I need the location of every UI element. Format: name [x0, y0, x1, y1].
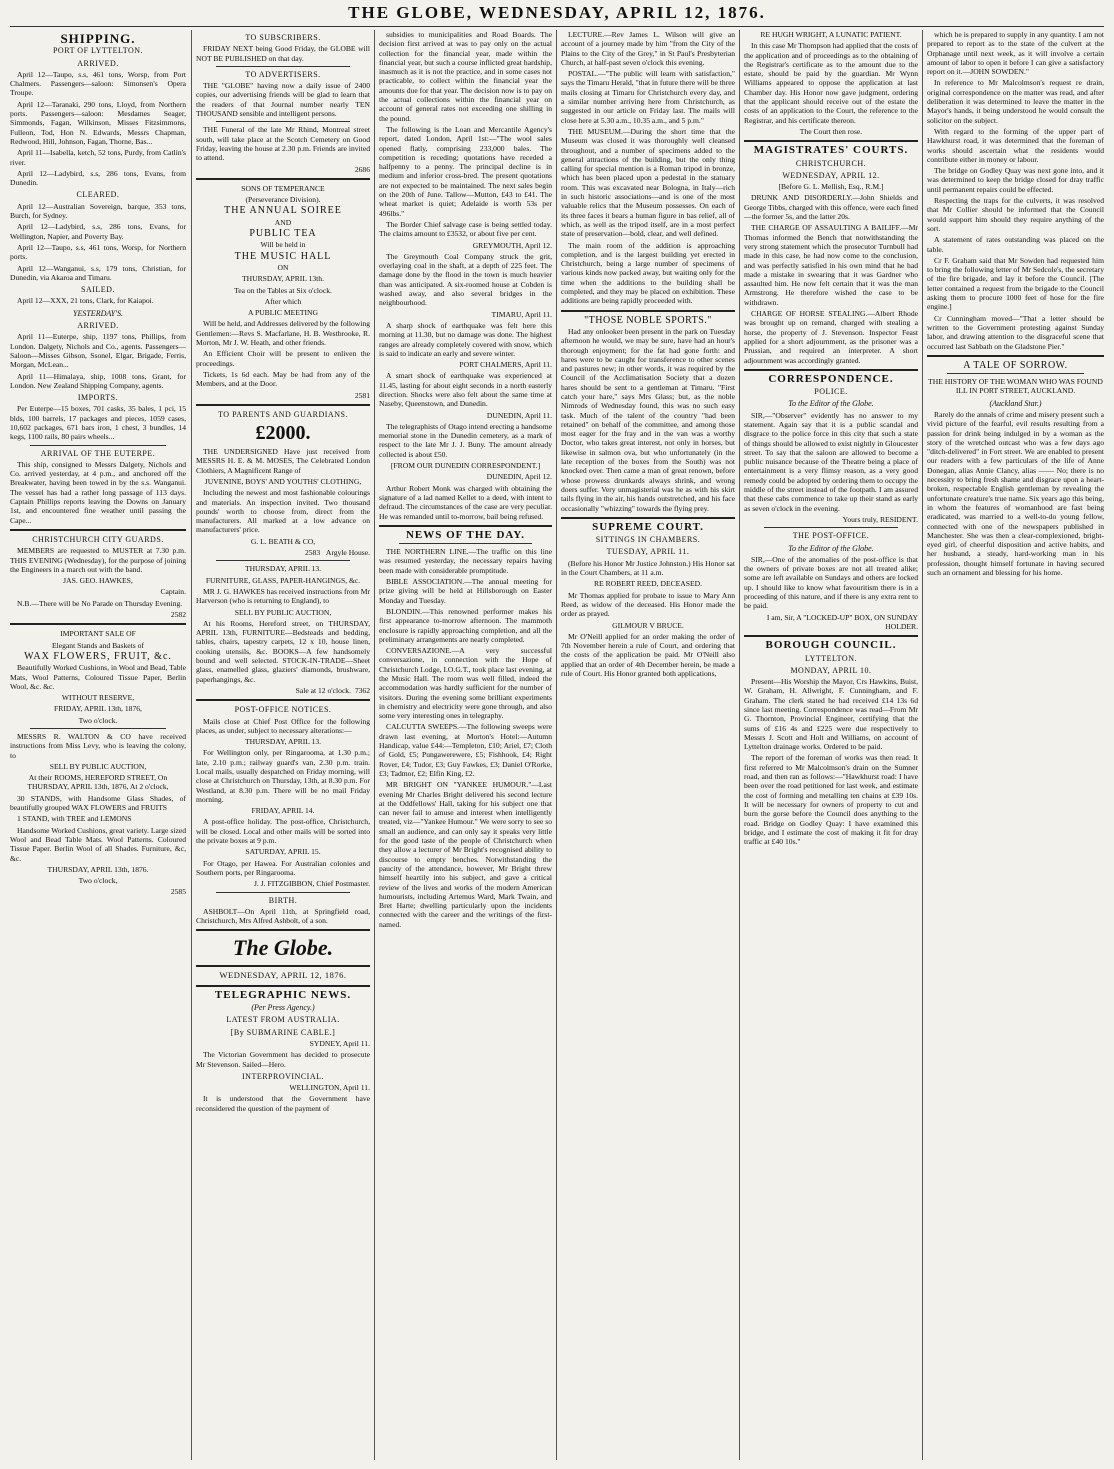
dateline: SYDNEY, April 11. — [309, 1038, 370, 1048]
thursday-date: THURSDAY, APRIL 13th, 1876. — [47, 864, 149, 874]
masthead: THE GLOBE, WEDNESDAY, APRIL 12, 1876. — [348, 3, 766, 22]
choir-text: An Efficient Choir will be present to enliven the proceedings. — [196, 349, 370, 368]
article-paragraph: A sharp shock of earthquake was felt here this morning at 11.30, but no damage was done. The highest ranges are already completely covered with snow, which is said to indicate an early and severe winter. — [379, 320, 552, 358]
auction-title: SELL BY PUBLIC AUCTION, — [234, 607, 332, 617]
post-text: Mails close at Chief Post Office for the following places, as under, subject to necessary alterations:— — [196, 716, 370, 735]
sale-wax: WAX FLOWERS, FRUIT, &c. — [24, 650, 172, 662]
subscribers-text: FRIDAY NEXT being Good Friday, the GLOBE will NOT BE PUBLISHED on that day. — [196, 44, 370, 63]
article-paragraph: The report of the foreman of works was then read. It first referred to Mr Malcolmson's drain on the Sumner road, and then ran as follows:—"Hawkhurst road: I have been over the road petitioned for last week, and estimate the cost of forming and metalling ten chains at £39 10s. It will be necessary for owners of property to cut and burn the gorse before the Council does anything to the road. Bridge on Godley Quay: I have examined this bridge, and I estimate the cost of making it fit for dray traffic at £40 10s." — [744, 753, 918, 847]
article-paragraph: Mr Thomas applied for probate to issue to Mary Ann Reed, as widow of the deceased. His Honor made the order as prayed. — [561, 590, 735, 619]
parents-heading: TO PARENTS AND GUARDIANS. — [218, 409, 348, 419]
article-paragraph: THE CHARGE OF ASSAULTING A BAILIFF.—Mr Thomas informed the Bench that notwithstanding the very strong statement which the prosecutor Turnbull had made in this case, he had now come to the conclusion, and was perfectly satisfied in his own mind that he had made a mistake in swearing that it was Gardner who assaulted him. He now felt certain that it was the man Armstrong. He therefore wished the case to be withdrawn. — [744, 223, 918, 307]
article-paragraph: In this case Mr Thompson had applied that the costs of the application and of proceedings as to the obtaining of the Registrar's certificate as to the amount due to the estate, should be paid by the guardian. Mr Wynn Williams appeared to oppose the application at last Chamber day. His Honor now gave judgment, ordering that the applicant should receive out of the estate the costs of an application to the Court, the reference to the Registrar, and his certificate thereon. — [744, 41, 918, 125]
letter-signature: I am, Sir, A "LOCKED-UP" BOX, ON SUNDAY HOLDER. — [766, 612, 918, 631]
post-saturday-text: For Otago, per Hawea. For Australian colonies and Southern ports, per Ringarooma. — [196, 858, 370, 877]
advertisers-heading: TO ADVERTISERS. — [245, 69, 321, 79]
article-paragraph: Had any onlooker been present in the park on Tuesday afternoon he would, we may be sure, have had an hour's thorough enjoyment; for the fat had gone forth: and hares were to be caught for transference to other scenes and pastures new; in other words, it was required by the Council of the Acclimatisation Society that a dozen hares should be sent to a gentleman at Timaru. "First catch your hare," says Mrs Glass; but, as the noble Nimrods of Wednesday found, this was no such easy task. Much of the talent of the country "had been retained" on behalf of the committee, and among those most eager for the fray and in the van was a worthy Doctor, who takes great interest, not only in horses, but likewise in salmon ova, but who unfortunately (in the late reception of the boxes from the South) was not knocked over. Then came a man of great renown, before whose prowess drunkards always shrink, and wrong doers suffer. Very unmagisterial was he as with his skirt tails flying in the air, his hands outstretched, and his face occasionally "whizzing" towards the flying prey. — [561, 326, 735, 513]
globe-nameplate: The Globe. — [232, 935, 334, 961]
tale-heading: A TALE OF SORROW. — [963, 359, 1068, 371]
public-meeting: A PUBLIC MEETING — [247, 308, 319, 318]
tea-time: Tea on the Tables at Six o'clock. — [234, 285, 332, 295]
court-rose: The Court then rose. — [799, 126, 863, 136]
address: Argyle House. — [325, 548, 370, 558]
shipping-entry: April 11—Euterpe, ship, 1197 tons, Phillips, from London. Dalgety, Nichols and Co., agents. Passengers—Saloon—Misses Gibson, Ssonel, Elgar, Brigade, Ferris, Morgan, McLean... — [10, 332, 186, 370]
column-rule — [374, 30, 375, 1460]
post-thursday: THURSDAY, APRIL 13. — [244, 737, 322, 747]
sale-sub: Elegant Stands and Baskets of — [52, 640, 144, 650]
stand-one: 1 STAND, with TREE and LEMONS — [17, 814, 132, 824]
held-text: Will be held in — [260, 240, 306, 250]
letter-text: SIR,—"Observer" evidently has no answer to my statement. Again say that it is a public scandal and disgrace to the police force in this city that such a state of things should be allowed to exist nightly in Gloucester street. To say that the saloon are allowed to become a public nuisance because of the Theatre being a place of entertainment is a very flimsy reason, as a very good remedy could be adopted by ordering them to occupy the middle of the street instead of the footpath. I am assured that these cabs commence to take up their stand as early as seven o'clock in the evening. — [744, 410, 918, 513]
arrival-heading: ARRIVAL OF THE EUTERPE. — [40, 448, 156, 458]
arrived-label: ARRIVED. — [77, 321, 119, 331]
article-paragraph: The bridge on Godley Quay was next gone into, and it was determined to keep the bridge closed for dray traffic until permanent repairs could be effected. — [927, 166, 1104, 194]
sale-time: Sale at 12 o'clock. — [295, 685, 352, 695]
guards-rank: Captain. — [160, 587, 186, 597]
divider — [196, 985, 370, 987]
on-text: ON — [277, 262, 289, 272]
advertisers-text: THE "GLOBE" having now a daily issue of 2400 copies, our advertising friends will be glad to learn that the readers of that Journal number nearly TEN THOUSAND sensible and intelligent persons. — [196, 81, 370, 119]
port-subheading: PORT OF LYTTELTON. — [52, 46, 144, 56]
dateline: TIMARU, April 11. — [491, 309, 552, 319]
column-rule — [739, 30, 740, 1460]
masthead-rule — [10, 26, 1104, 27]
place-subheading: LYTTELTON. — [805, 653, 857, 663]
divider — [196, 699, 370, 701]
news-item: LECTURE.—Rev James L. Wilson will give an account of a journey made by him "from the City of the Plains to the City of the Grey," in St Paul's Presbyterian Church, at half-past seven o'clock this evening. — [561, 30, 735, 67]
edition-date: WEDNESDAY, APRIL 12, 1876. — [219, 970, 347, 981]
column-rule — [922, 30, 923, 1460]
shipping-entry: April 12—Wanganui, s.s, 179 tons, Christian, for Dunedin, via Akaroa and Timaru. — [10, 263, 186, 282]
column-6 — [927, 30, 1104, 1460]
ad-number: 2585 — [170, 887, 186, 897]
guards-signature: JAS. GEO. HAWKES, — [63, 576, 133, 586]
to-editor: To the Editor of the Globe. — [788, 543, 874, 553]
article-paragraph: Arthur Robert Monk was charged with obtaining the signature of a lad named Kellet to a deed, with intent to defraud. The circumstances of the case are very peculiar. He was remanded until to-morrow, bail being refused. — [379, 483, 552, 521]
divider — [196, 929, 370, 931]
article-paragraph: With regard to the forming of the upper part of Hawkhurst road, it was determined that the foreman of works should ascertain what the residents would contribute either in money or labour. — [927, 126, 1104, 164]
ad-number: 2686 — [354, 164, 370, 174]
ad-number: 2583 — [304, 548, 321, 558]
news-heading: NEWS OF THE DAY. — [405, 528, 526, 541]
column-4 — [561, 30, 735, 1460]
case-heading: RE ROBERT REED, DECEASED. — [593, 579, 703, 589]
birth-heading: BIRTH. — [268, 895, 298, 905]
shipping-entry: April 12—Taranaki, 290 tons, Lloyd, from Northern ports. Passengers—saloon: Mesdames Seager, Simmonds, Fagan, Wilkinson, Misses Fitzsimmons, Fulleon, Tod, Hon N. Edwards, Messrs Chapman, Redwood, Hill, Johnson, Fagan, Thorne, Bas... — [10, 99, 186, 146]
thursday-date: THURSDAY, APRIL 13. — [244, 564, 322, 574]
tickets-text: Tickets, 1s 6d each. May be had from any of the Members, and at the Door. — [196, 369, 370, 389]
imports-text: Per Euterpe—15 boxes, 701 casks, 35 bales, 1 pci, 15 blds, 100 barrels, 17 packages and pieces, 1059 cases, 10,602 packages, 671 bars iron, 1 chest, 3 bundles, 14 kegs, 1100 rails, 80 pairs wheels... — [10, 404, 186, 442]
music-hall: THE MUSIC HALL — [234, 250, 332, 262]
divider — [196, 965, 370, 967]
divider — [744, 369, 918, 371]
news-item: BIBLE ASSOCIATION.—The annual meeting for prize giving will be held at Hillsborough on Easter Monday and Tuesday. — [379, 577, 552, 605]
sale-title: IMPORTANT SALE OF — [60, 629, 136, 639]
divider — [927, 355, 1104, 357]
news-item: CONVERSAZIONE.—A very successful conversazione, in connection with the Hope of Christchurch Lodge, I.O.G.T., took place last evening, at the Music Hall. The room was well filled, indeed the accommodation was hardly sufficient for the number of visitors. During the evening some brilliant experiments in chemistry and electricity were gone through, and also some very interesting ones in telegraphy. — [379, 646, 552, 721]
interprovincial-heading: INTERPROVINCIAL. — [242, 1071, 324, 1081]
postoffice-subheading: THE POST-OFFICE. — [792, 531, 870, 541]
public-tea: PUBLIC TEA — [249, 228, 317, 240]
source-note: (Auckland Star.) — [989, 398, 1042, 408]
funeral-notice: THE Funeral of the late Mr Rhind, Montreal street south, will take place at the Scotch Cemetery on Good Friday, leaving the house at 2.30 p.m. Friends are invited to attend. — [196, 125, 370, 163]
dateline: DUNEDIN, April 11. — [486, 410, 552, 420]
divider — [10, 529, 186, 531]
beath-address — [196, 548, 370, 557]
date-subheading: WEDNESDAY, APRIL 12. — [782, 170, 880, 180]
shipping-entry: April 12—XXX, 21 tons, Clark, for Kaiapoi. — [17, 296, 154, 306]
post-heading: POST-OFFICE NOTICES. — [234, 705, 332, 715]
shipping-entry: April 12—Taupo, s.s, 461 tons, Worsp, from Port Chalmers. Passengers—saloon: Simonsen's Opera Troupe. — [10, 69, 186, 98]
chambers-subheading: SITTINGS IN CHAMBERS. — [595, 535, 701, 545]
article-paragraph: Rarely do the annals of crime and misery present such a vivid picture of the fearful, evil results resulting from a passion for drink being indulged in by a woman as the story of the wretched outcast who was a few days ago "ditch-delivered" in Fort street. We are enabled to present our readers with a few particulars of the life of Anne Donegan, alias Annie Clancy, alias —— No; there is no necessity to bring fresh shame and disgrace upon a heart-broken, respectable English gentleman by revealing the unfortunate creature's true name. Six years ago this being, in whom the features of womanhood are fast being eradicated, was married to a well-to-do young fellow, connected with one of the newspapers published in Manchester. She was then a clear-complexioned, bright-eyed girl, of cheerful disposition and active habits, and her husband, a steady, hard-working man in his profession, thought himself fortunate in having secured such an ornament and blessing for his home. — [927, 409, 1104, 578]
column-rule — [556, 30, 557, 1460]
meeting-text: Will be held, and Addresses delivered by the following Gentlemen:—Revs S. Macfarlane, H. B. Westbrooke, R. Morton, Mr J. W. Heath, and other friends. — [196, 319, 370, 348]
divider — [947, 373, 1084, 374]
article-paragraph: Respecting the traps for the culverts, it was resolved that Mr Collier should be informed that the Council would support him should they require anything of the sort. — [927, 196, 1104, 233]
dateline: PORT CHALMERS, April 11. — [459, 360, 552, 370]
hawkes-text: MR J. G. HAWKES has received instructions from Mr Harverson (who is returning to England), to — [196, 586, 370, 606]
shipping-heading: SHIPPING. — [60, 31, 136, 46]
divider — [216, 560, 350, 561]
sale-without-reserve: WITHOUT RESERVE, — [61, 693, 135, 703]
date-subheading: MONDAY, APRIL 10. — [790, 665, 872, 675]
before-note: [Before G. L. Mellish, Esq., R.M.] — [778, 182, 884, 192]
correspondence-heading: CORRESPONDENCE. — [768, 372, 894, 385]
beath-name: G. L. BEATH & CO, — [250, 536, 316, 546]
post-saturday: SATURDAY, APRIL 15. — [245, 847, 321, 857]
shipping-entry: April 12—Australian Sovereign, barque, 353 tons, Burch, for Sydney. — [10, 201, 186, 221]
sydney-text: The Victorian Government has decided to prosecute Mr Stevenson. Sailed—Hero. — [196, 1050, 370, 1069]
telegraphic-heading: TELEGRAPHIC NEWS. — [214, 988, 352, 1001]
divider — [10, 623, 186, 625]
divider — [399, 543, 532, 544]
post-friday: FRIDAY, APRIL 14. — [251, 806, 315, 816]
sell-by-auction: SELL BY PUBLIC AUCTION, — [49, 761, 147, 771]
undersigned-text: THE UNDERSIGNED Have just received from MESSRS H. E. & M. MOSES, The Celebrated London Clothiers, A Magnificent Range of — [196, 447, 370, 475]
amount-headline: £2000. — [255, 422, 311, 445]
article-paragraph: The Border Chief salvage case is being settled today. The claims amount to £3532, or about five per cent. — [379, 219, 552, 239]
guards-heading: CHRISTCHURCH CITY GUARDS. — [32, 534, 164, 544]
case-heading: GILMOUR V BRUCE. — [612, 620, 684, 630]
article-paragraph: The Greymouth Coal Company struck the grit, overlaying coal in the shaft, at a depth of 225 feet. The damage done by the flood in the town is much heavier than was anticipated. A six-roomed house at Cobden is washed away, and also several bridges in the neighbourhood. — [379, 251, 552, 308]
post-thursday-text: For Wellington only, per Ringarooma, at 1.30 p.m.; late, 2.10 p.m.; railway guard's van, 2.30 p.m. train. Local mails, usually despatched on Friday morning, will close at Christchurch on Thursday, 13th, at 8.30 p.m. For Westland, at 8.30 p.m. There will be no mail Friday morning. — [196, 748, 370, 804]
birth-text: ASHBOLT—On April 11th, at Springfield road, Christchurch, Mrs Alfred Ashbolt, of a son. — [196, 906, 370, 926]
arrived-label: ARRIVED. — [77, 58, 119, 68]
after-text: After which — [264, 296, 302, 306]
article-paragraph: CHARGE OF HORSE STEALING.—Albert Rhode was brought up on remand, charged with stealing a horse, the property of J. Stevenson. Inspector Feast applied for a short adjournment, as the prisoner was a Prussian, and required an interpreter. A short adjournment was accordingly granted. — [744, 309, 918, 365]
soiree-date: THURSDAY, APRIL 13th. — [241, 274, 324, 284]
letter-signature: Yours truly, RESIDENT. — [842, 514, 918, 524]
temperance-sub: (Perseverance Division). — [245, 195, 321, 205]
article-paragraph: Cr Cunningham moved—"That a letter should be written to the Government protesting against Sunday labor, and drawing attention to the disgraceful scene that occurred last Sabbath on the Gladstone Pier." — [927, 313, 1104, 351]
article-paragraph: subsidies to municipalities and Road Boards. The decision first arrived at was to pay only on the actual collection for the financial year, made within the financial year, but such a course inflicted great hardship, inasmuch as it is not the practice, and in some cases not practicable, to collect within the financial year the amounts due for that year. The decision now is to pay on the actual collections within the financial year on account of general rates not exceeding one shilling in the pound. — [379, 30, 552, 123]
news-item: MR BRIGHT ON "YANKEE HUMOUR."—Last evening Mr Charles Bright delivered his second lecture at the Oddfellows' Hall, taking for his subject one that can never fail to amuse and interest when intelligently treated, viz—"Yankee Humour." We were sorry to see so small an audience, and can only say it speaks very little for the good taste of the people of Christchurch when they allow a lecturer of Mr Bright's recognised ability to discourse to empty benches. Notwithstanding the paucity of the attendance, however, Mr Bright threw himself heartily into his subject, and gave a critical review of the lives and works of the modern American humourists, including Artemus Ward, Mark Twain, and Bret Harte; dwelling particularly upon the incidents connected with the career and the writings of the first-named. — [379, 780, 552, 929]
tale-subheading: THE HISTORY OF THE WOMAN WHO WAS FOUND ILL IN PORT STREET, AUCKLAND. — [928, 377, 1103, 396]
soiree-title: THE ANNUAL SOIREE — [224, 205, 342, 217]
news-item: CALCUTTA SWEEPS.—The following sweeps were drawn last evening, at Morton's Hotel:—Autumn Handicap, value £44:—Templeton, £10; Ariel, £7; Cloth of Gold, £5; Pungawerewere, £5; Fishhook, £4; Right Rover, £4; Tudor, £3; Guy Fawkes, £3; Daniel O'Rorke, £3; Tadmor, £2; Elfin King, £2. — [379, 722, 552, 778]
case-heading: RE HUGH WRIGHT, A LUNATIC PATIENT. — [760, 30, 902, 39]
article-paragraph: (Before his Honor Mr Justice Johnston.) His Honor sat in the Court Chambers, at 11 a.m. — [561, 558, 735, 578]
article-paragraph: A smart shock of earthquake was experienced at 11.45, lasting for about eight seconds in a north easterly direction. Shocks were also felt about the same time at Naseby, Queenstown, and Dunedin. — [379, 371, 552, 409]
temperance-title: SONS OF TEMPERANCE — [241, 183, 325, 193]
article-paragraph: The following is the Loan and Mercantile Agency's report, dated London, April 1st:—"The wool sales opened flatly, comprising 233,000 bales. The competition is receding; quotations have receded a halfpenny to a penny. The principal decline is in medium and inferior cross-bred. The present quotations are not expected to be maintained. The next sales begin on the 20th of June. Tallow—Mutton, £43 to £41. The wheat market is quiet; Adelaide is worth 53s per 496lbs." — [379, 124, 552, 218]
cleared-label: CLEARED. — [76, 190, 120, 200]
article-paragraph: Mr O'Neill applied for an order making the order of 7th November herein a rule of Court, and ordering that the costs of the application be paid. Mr O'Neill also applied that an order of 4th December herein, be made a rule of Court. His Honor granted both applications, — [561, 631, 735, 678]
juvenine-text: Including the newest and most fashionable colourings and materials. An inspection invited. Two thousand pounds' worth to choose from, direct from the manufacturers. All marked at a low advance on manufacturers' price. — [196, 488, 370, 535]
divider — [216, 66, 350, 67]
shipping-entry: April 12—Ladybird, s.s, 286 tons, Evans, for Wellington, Napier, and Poverty Bay. — [10, 222, 186, 241]
column-1 — [10, 30, 186, 1460]
divider — [216, 892, 350, 893]
column-2 — [196, 30, 370, 1460]
press-agency: (Per Press Agency.) — [251, 1003, 315, 1013]
guards-text: MEMBERS are requested to MUSTER at 7.30 p.m. THIS EVENING (Wednesday), for the purpose of joining the Engineers in a march out with the band. — [10, 546, 186, 574]
post-friday-text: A post-office holiday. The post-office, Christchurch, will be closed. Local and other mails will be sorted into the private boxes at 9 p.m. — [196, 817, 370, 846]
correspondent-note: [FROM OUR DUNEDIN CORRESPONDENT.] — [390, 461, 541, 471]
column-rule — [191, 30, 192, 1460]
divider — [561, 517, 735, 519]
news-item: THE MUSEUM.—During the short time that the Museum was closed it was thoroughly well cleansed throughout, and a number of specimens added to the general attractions of the building, but the only thing calling for special mention is a Roman tripod in bronze, which has been placed upon a pedestal in the statuary room. This was excavated near Bologna, in Italy—rich in such historic associations—and is one of the most valuable relics that the Museum possesses. On each of its three faces it bears a human figure in bas relief, all of which, as well as the tripod itself, are in a most perfect state of preservation—bold, clear, and well defined. — [561, 126, 735, 239]
divider — [30, 445, 166, 446]
dateline: WELLINGTON, April 11. — [289, 1083, 370, 1093]
shipping-entry: April 12—Ladybird, s.s, 286 tons, Evans, from Dunedin. — [10, 168, 186, 188]
dateline: GREYMOUTH, April 12. — [472, 240, 552, 250]
stands-text: 30 STANDS, with Handsome Glass Shades, of beautifully grouped WAX FLOWERS and FRUITS — [10, 793, 186, 813]
divider — [196, 178, 370, 180]
yesterdays-heading: YESTERDAY'S. — [73, 308, 123, 318]
article-paragraph: Cr F. Graham said that Mr Sowden had requested him to bring the following letter of Mr Sedcole's, the secretary of the fire brigade, and lay it before the Council. [The letter contained a request from the brigade to the Council asking them to procure 1000 feet of hose for the fire engine.] — [927, 255, 1104, 312]
divider — [744, 140, 918, 142]
guards-note: N.B.—There will be No Parade on Thursday Evening. — [17, 598, 183, 608]
arrival-text: This ship, consigned to Messrs Dalgety, Nichols and Co. arrived yesterday, at 4 p.m., and anchored off the Breakwater, having been towed in by the s.s. Wanganui. The vessel has had a rather long passage of 113 days. Captain Phillips reports leaving the Downs on January 1st, and encountered fine weather until passing the Cape... — [10, 459, 186, 525]
news-item: POSTAL.—"The public will learn with satisfaction," says the Timaru Herald, "that in future there will be three mails closing at Timaru for Christchurch every day, and a similar number arriving here from Christchurch, as suggested in our article on Friday last. The mails will close here at 5.30 a.m., 10.35 a.m., and 5 p.m." — [561, 69, 735, 125]
magistrates-heading: MAGISTRATES' COURTS. — [753, 144, 909, 157]
sale-note — [196, 686, 370, 695]
column-3 — [379, 30, 552, 1460]
ad-number: 2582 — [170, 610, 186, 620]
auction-text: At his Rooms, Hereford street, on THURSDAY, APRIL 13th, FURNITURE—Bedsteads and bedding, tables, chairs, tapestry carpets, 12 x 10, house linen, cooking utensils, &c. BOOKS—A few handsomely bound and well selected. STOCK-IN-TRADE—Sheet glass, enamelled glass, glaziers' diamonds, brushware, paperhangings, &c. — [196, 618, 370, 684]
news-item: The main room of the addition is approaching completion, and is the largest building yet erected in Christchurch, being a large number of specimens of various kinds now packed away, but waiting only for the time when the additions to the building shall be completed, and they may be placed on exhibition. These additions are being rapidly proceeded with. — [561, 240, 735, 306]
borough-heading: BOROUGH COUNCIL. — [765, 639, 897, 652]
noble-sports-heading: "THOSE NOBLE SPORTS." — [584, 314, 712, 326]
shipping-entry: April 11—Himalaya, ship, 1008 tons, Grant, for London. New Zealand Shipping Company, agents. — [10, 371, 186, 390]
divider — [764, 527, 898, 528]
police-subheading: POLICE. — [814, 387, 848, 397]
divider — [744, 635, 918, 637]
divider — [196, 404, 370, 406]
postmaster: J. J. FITZGIBBON, Chief Postmaster. — [253, 879, 370, 889]
article-paragraph: which he is prepared to supply in any quantity. I am not prepared to report as to the state of the culvert at the Orphanage until next week, as it will involve a certain amount of labor to open it before I can give a satisfactory report on it.—JOHN SOWDEN." — [927, 30, 1104, 77]
news-item: THE NORTHERN LINE.—The traffic on this line was resumed yesterday, the necessary repairs having been made with considerable promptitude. — [379, 547, 552, 575]
divider — [561, 310, 735, 312]
sale-date: FRIDAY, APRIL 13th, 1876, — [54, 704, 142, 714]
place-subheading: CHRISTCHURCH. — [795, 158, 867, 168]
walton-text: MESSRS R. WALTON & CO have received instructions from Miss Levy, who is leaving the colony, to — [10, 732, 186, 760]
and-text: AND — [274, 217, 292, 227]
wellington-text: It is understood that the Government have reconsidered the question of the payment of — [196, 1094, 370, 1113]
supreme-court-heading: SUPREME COURT. — [592, 520, 704, 533]
news-item: BLONDIN.—This renowned performer makes his first appearance to-morrow afternoon. The mammoth enclosure is rapidly approaching completion, and all the preliminary arrangements are nearly completed. — [379, 606, 552, 644]
divider — [30, 728, 166, 729]
ad-number: 7362 — [354, 685, 370, 695]
handsome-text: Handsome Worked Cushions, great variety. Large sized Wool and Bead Table Mats. Wool Patterns. Coloured Tissue Paper. Berlin Wool of all Shades. Furniture, &c, &c. — [10, 825, 186, 863]
sale-time: Two o'clock. — [78, 715, 118, 725]
article-paragraph: Present—His Worship the Mayor, Crs Hawkins, Buist, W. Graham, H. Allwright, F. Cunningham, and F. Graham. The clerk stated he had received £14 13s 6d since last meeting. Correspondence was read—From Mr G. Thornton, Provincial Engineer, certifying that the sums of £16 4s and £225 were due respectively to Messrs J. Scott and Holt and Williams, on account of Lyttelton drainage works. Ordered to be paid. — [744, 677, 918, 752]
article-paragraph: A statement of rates outstanding was placed on the table. — [927, 235, 1104, 254]
date-subheading: TUESDAY, APRIL 11. — [606, 547, 690, 557]
sailed-label: SAILED. — [81, 285, 115, 295]
article-paragraph: In reference to Mr Malcolmson's request re drain, original correspondence on the matter was read, and after deliberation it was determined to leave the matter in the Mayor's hands, it being understood he would consult the solicitor on the subject. — [927, 78, 1104, 125]
shipping-entry: April 11—Isabella, ketch, 52 tons, Purdy, from Catlin's river. — [10, 148, 186, 167]
article-paragraph: The telegraphists of Otago intend erecting a handsome memorial stone in the Dunedin cemetery, as a mark of respect to the late Mr J. J. Buny. The amount already collected is about £50. — [379, 421, 552, 459]
divider — [216, 121, 350, 122]
letter-text: SIR,—One of the anomalies of the post-office is that the owners of private boxes are not all treated alike; some are left available on Sundays and others are locked up. I should like to know what favouritism there is in a proceeding of this nature, and if there is any extra rent to be paid. — [744, 554, 918, 611]
divider — [379, 525, 552, 527]
cable-note: [By SUBMARINE CABLE.] — [230, 1027, 336, 1037]
sale-text: Beautifully Worked Cushions, in Wool and Bead, Table Mats, Wool Patterns, Coloured Tissue Paper, Berlin Wool, &c. &c. — [10, 663, 186, 691]
rooms-text: At their ROOMS, HEREFORD STREET, On THURSDAY, APRIL 13th, 1876, At 2 o'clock, — [27, 773, 169, 792]
dateline: DUNEDIN, April 12. — [486, 472, 552, 482]
column-5 — [744, 30, 918, 1460]
to-editor: To the Editor of the Globe. — [788, 399, 874, 409]
subscribers-heading: TO SUBSCRIBERS. — [245, 33, 321, 42]
ad-number: 2581 — [354, 390, 370, 400]
furniture-title: FURNITURE, GLASS, PAPER-HANGINGS, &c. — [205, 575, 361, 585]
juvenine-title: JUVENINE, BOYS' AND YOUTHS' CLOTHING, — [204, 476, 362, 486]
imports-label: IMPORTS. — [77, 393, 119, 403]
latest-heading: LATEST FROM AUSTRALIA. — [226, 1015, 340, 1025]
article-paragraph: DRUNK AND DISORDERLY.—John Shields and George Tibbs, charged with this offence, were each fined—the former 5s, and the latter 20s. — [744, 193, 918, 222]
two-oclock: Two o'clock, — [78, 876, 118, 886]
shipping-entry: April 12—Taupo, s.s, 461 tons, Worsp, for Northern ports. — [10, 242, 186, 262]
